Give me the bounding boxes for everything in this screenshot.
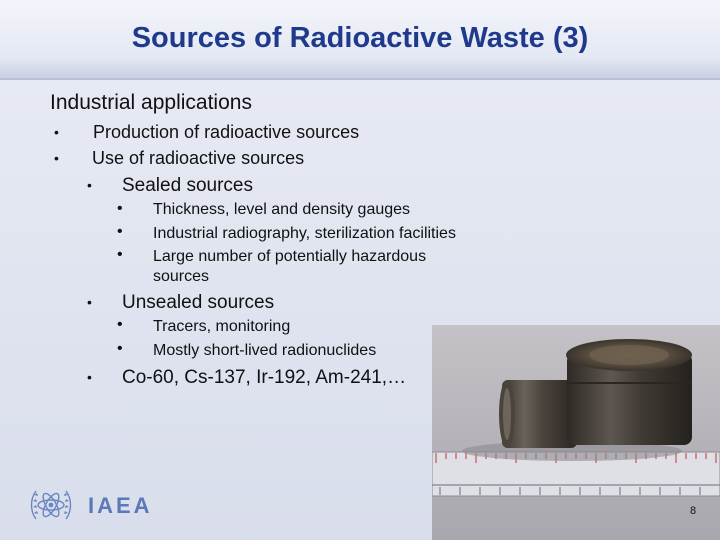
list-item: Thickness, level and density gauges (153, 201, 411, 218)
sealed-source-photo (432, 325, 720, 540)
bullet-icon: • (54, 124, 59, 140)
un-emblem-icon (28, 485, 74, 527)
bullet-icon: • (87, 177, 92, 193)
bullet-icon: • (87, 294, 92, 310)
bullet-icon: • (54, 150, 59, 166)
list-item-continuation: sources (153, 268, 210, 285)
list-item: Production of radioactive sources (93, 122, 360, 142)
bullet-icon: • (117, 246, 123, 263)
page-number: 8 (690, 505, 697, 517)
iaea-logo-text: IAEA (88, 493, 153, 518)
list-item: Industrial radiography, sterilization facilities (153, 225, 456, 242)
bullet-icon: • (117, 223, 123, 240)
bullet-icon: • (117, 340, 123, 357)
list-item: Unsealed sources (122, 292, 275, 313)
list-item: Co-60, Cs-137, Ir-192, Am-241,… (122, 367, 407, 388)
bullet-icon: • (87, 369, 92, 385)
sealed-source-image (432, 325, 720, 540)
list-item: Tracers, monitoring (153, 318, 291, 335)
section-heading: Industrial applications (50, 91, 252, 114)
slide-title: Sources of Radioactive Waste (3) (131, 22, 589, 54)
bullet-icon: • (117, 316, 123, 333)
list-item: Use of radioactive sources (92, 148, 305, 168)
list-item: Mostly short-lived radionuclides (153, 342, 377, 359)
list-item: Sealed sources (122, 175, 253, 196)
list-item: Large number of potentially hazardous (153, 248, 427, 265)
bullet-icon: • (117, 200, 123, 217)
